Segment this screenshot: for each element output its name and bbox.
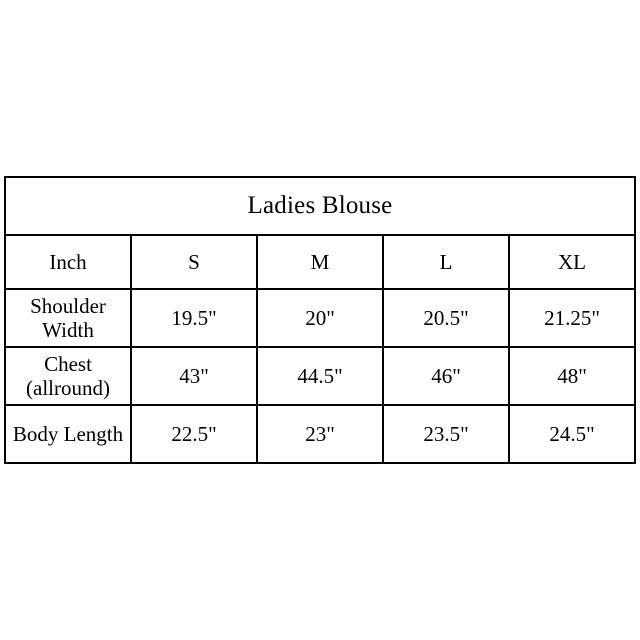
row-label-line2: Width — [42, 318, 94, 342]
cell-shoulder-width-l: 20.5" — [383, 289, 509, 347]
table-row — [5, 289, 635, 347]
row-label-shoulder-width — [5, 289, 131, 347]
cell-chest-m: 44.5" — [257, 347, 383, 405]
cell-shoulder-width-m: 20" — [257, 289, 383, 347]
cell-body-length-l: 23.5" — [383, 405, 509, 463]
chart-title: Ladies Blouse — [5, 177, 635, 235]
row-label-line1: Chest — [44, 351, 92, 376]
size-chart-wrapper — [4, 176, 636, 464]
size-header-m: M — [257, 235, 383, 289]
row-label-line2: (allround) — [26, 376, 110, 400]
unit-header-cell: Inch — [5, 235, 131, 289]
cell-shoulder-width-xl: 21.25" — [509, 289, 635, 347]
cell-chest-s: 43" — [131, 347, 257, 405]
cell-body-length-s: 22.5" — [131, 405, 257, 463]
table-row — [5, 405, 635, 463]
row-label-chest — [5, 347, 131, 405]
row-label-body-length — [5, 405, 131, 463]
size-header-s: S — [131, 235, 257, 289]
size-header-l: L — [383, 235, 509, 289]
table-row — [5, 347, 635, 405]
row-label-line1: Shoulder — [30, 293, 106, 318]
size-chart-table — [4, 176, 636, 464]
title-row — [5, 177, 635, 235]
cell-chest-xl: 48" — [509, 347, 635, 405]
header-row — [5, 235, 635, 289]
cell-shoulder-width-s: 19.5" — [131, 289, 257, 347]
row-label-line1: Body Length — [12, 421, 124, 446]
cell-body-length-xl: 24.5" — [509, 405, 635, 463]
cell-body-length-m: 23" — [257, 405, 383, 463]
cell-chest-l: 46" — [383, 347, 509, 405]
size-header-xl: XL — [509, 235, 635, 289]
